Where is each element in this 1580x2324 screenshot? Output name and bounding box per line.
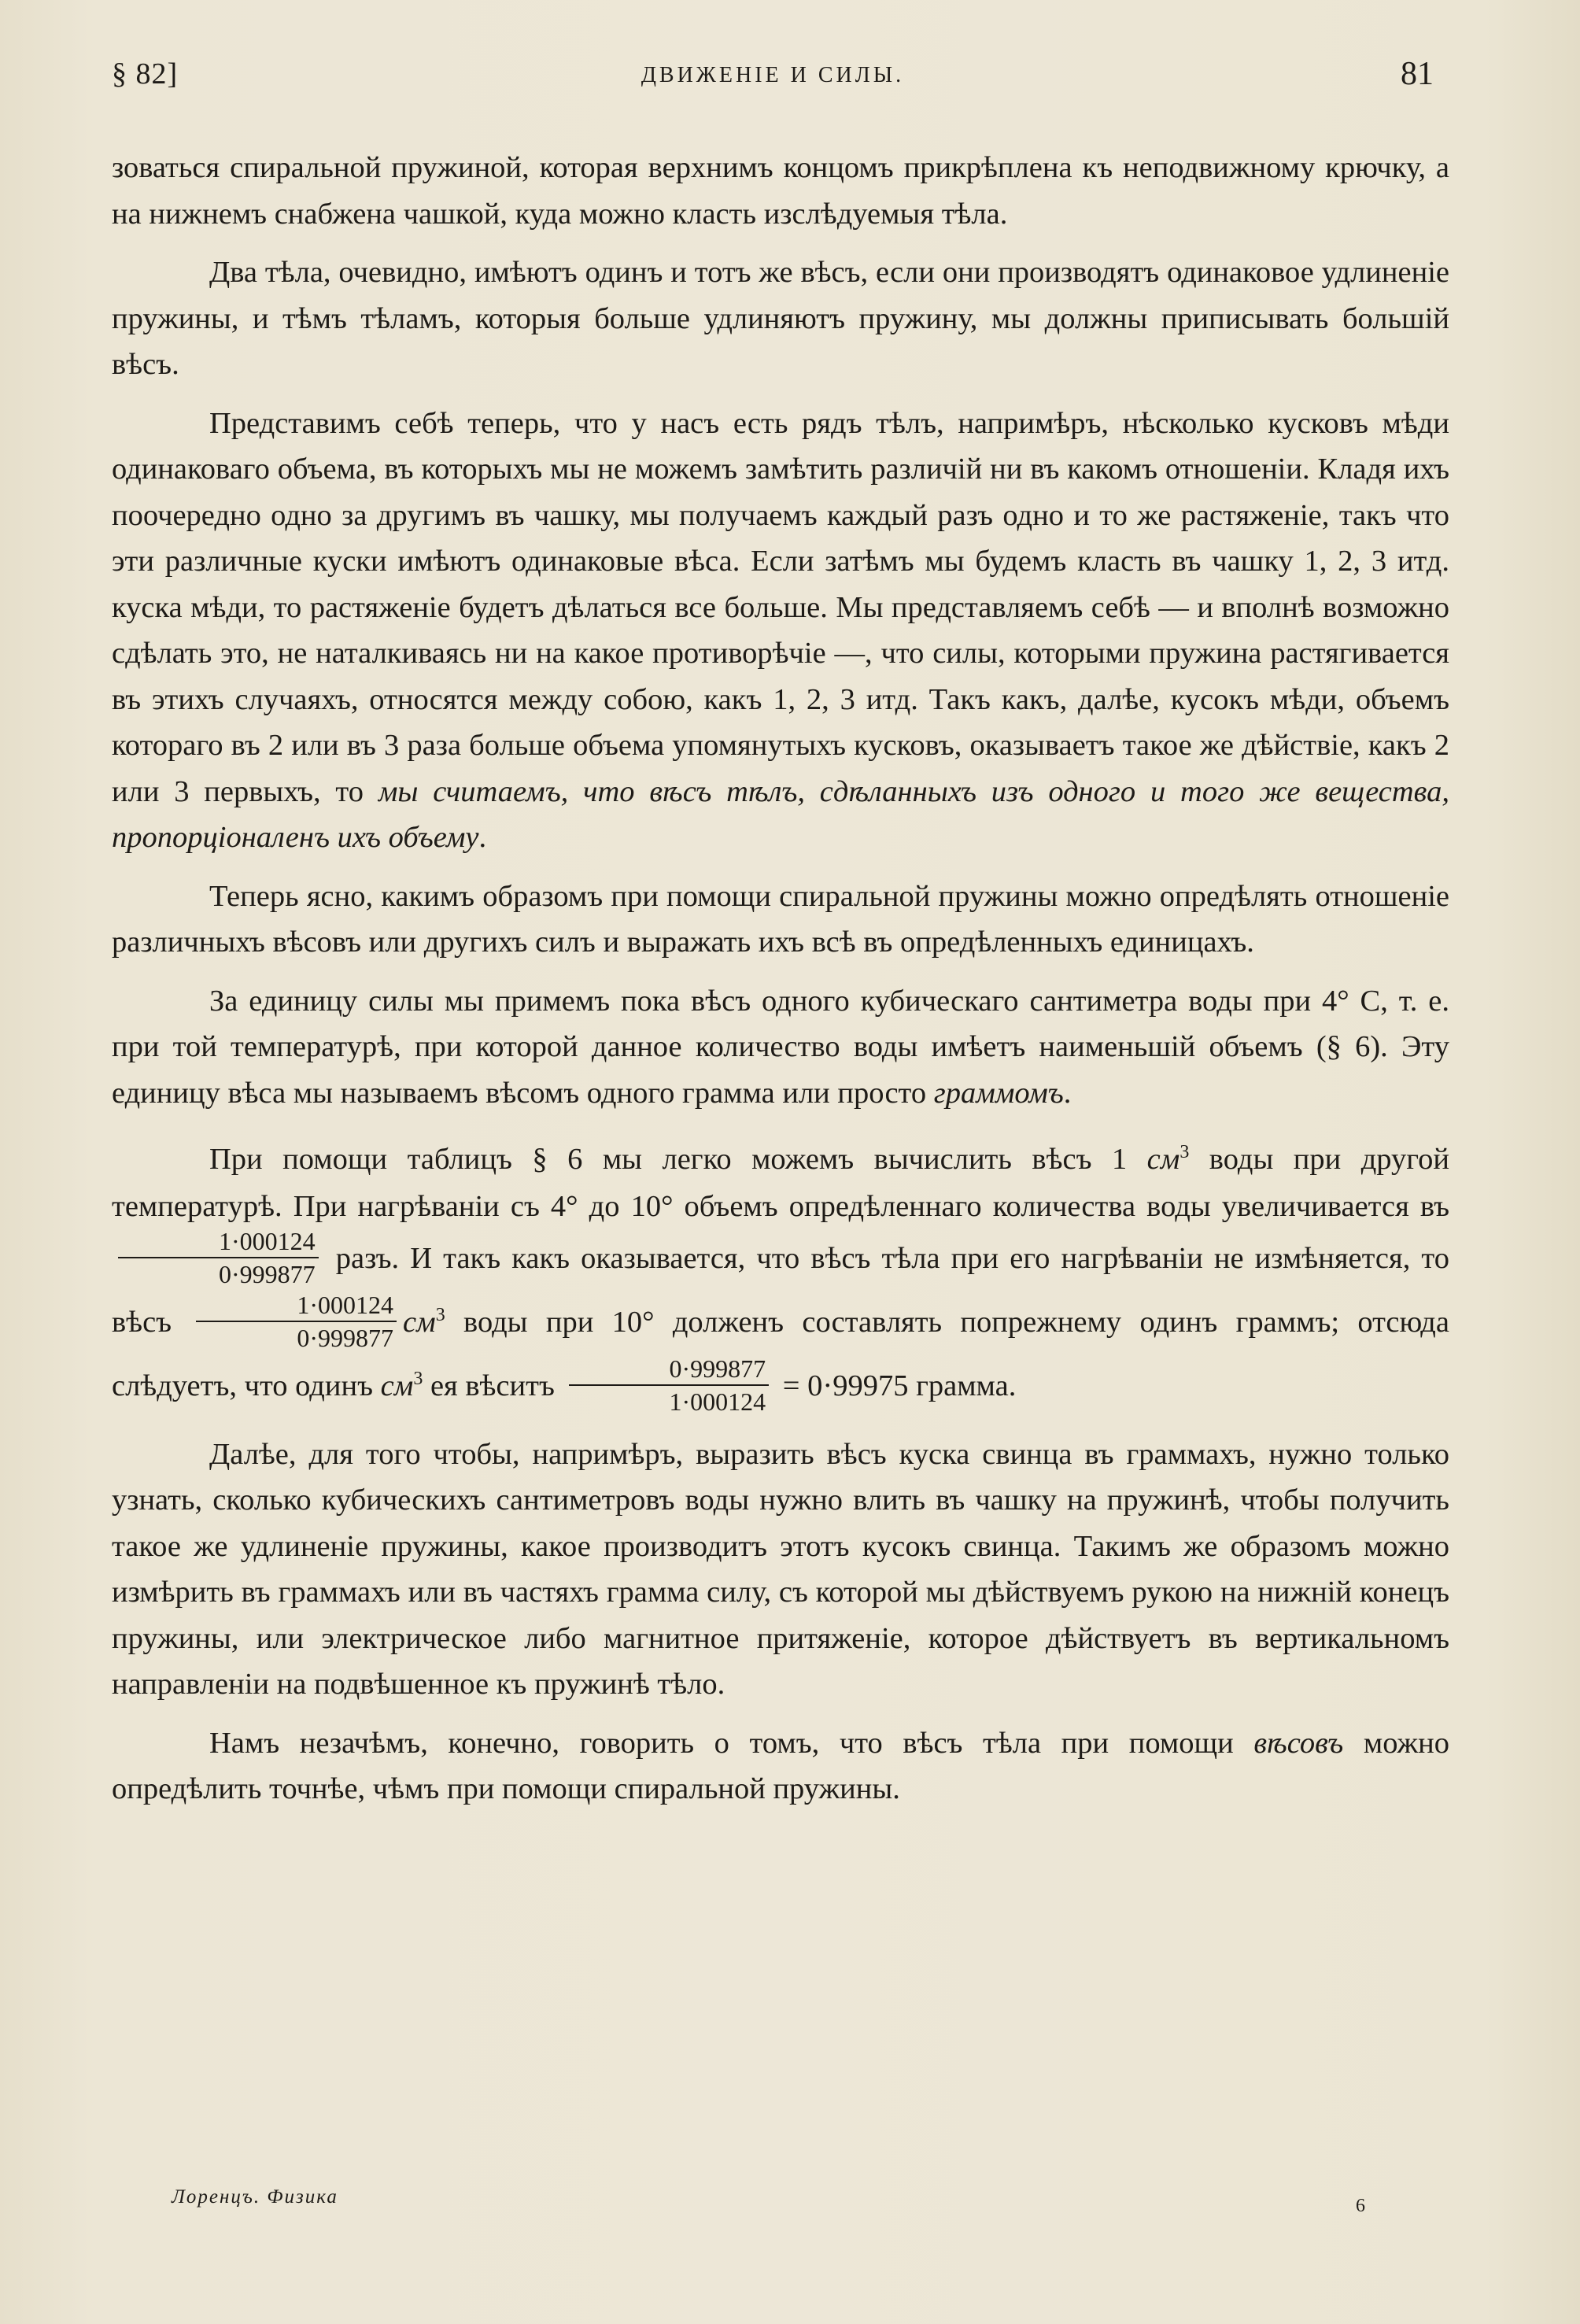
paragraph-1 <box>112 145 1449 237</box>
fraction-3-denominator: 1·000124 <box>669 1387 766 1416</box>
unit-cm-3: см <box>380 1369 414 1402</box>
paragraph-2 <box>112 249 1449 388</box>
superscript-3-b: 3 <box>435 1304 445 1325</box>
paragraph-8 <box>112 1720 1449 1812</box>
paragraph-6-text-e: ея вѣситъ <box>423 1369 563 1402</box>
fraction-1-numerator: 1·000124 <box>118 1227 319 1258</box>
unit-cm-2: см <box>403 1305 436 1339</box>
paragraph-6-text-d: воды при 10° долженъ составлять попрежнему одинъ граммъ; отсюда слѣдуетъ, что одинъ <box>112 1305 1449 1402</box>
paragraph-3-end: . <box>478 821 487 854</box>
paragraph-8-text-a: Намъ незачѣмъ, конечно, говорить о томъ, что вѣсъ тѣла при помощи <box>209 1726 1254 1760</box>
paragraph-3 <box>112 401 1449 861</box>
paragraph-5 <box>112 978 1449 1117</box>
page-body <box>112 145 1449 1825</box>
paragraph-6-text-c: разъ. И такъ какъ оказывается, что вѣсъ тѣла при его нагрѣваніи не измѣняется, то вѣсъ <box>112 1241 1449 1339</box>
fraction-2-numerator: 1·000124 <box>196 1291 397 1322</box>
paragraph-5-end: . <box>1063 1076 1072 1110</box>
paragraph-7 <box>112 1432 1449 1708</box>
paragraph-3-text: Представимъ себѣ теперь, что у насъ есть рядъ тѣлъ, напримѣръ, нѣсколько кусковъ мѣди одинаковаго объема, въ которыхъ мы не можемъ замѣтить различій ни въ какомъ отношеніи. Кладя ихъ поочередно одно за другимъ въ чашку, мы получаемъ каждый разъ одно и то же растяженіе, такъ что эти различные куски имѣютъ одинаковые вѣса. Если затѣмъ мы будемъ класть въ чашку 1, 2, 3 итд. куска мѣди, то растяженіе будетъ дѣлаться все больше. Мы представляемъ себѣ — и вполнѣ возможно сдѣлать это, не наталкиваясь ни на какое противорѣчіе —, что силы, которыми пружина растягивается въ этихъ случаяхъ, относятся между собою, какъ 1, 2, 3 итд. Такъ какъ, далѣе, кусокъ мѣди, объемъ котораго въ 2 или въ 3 раза больше объема упомянутыхъ кусковъ, оказываетъ такое же дѣйствіе, какъ 2 или 3 первыхъ, то <box>112 406 1449 808</box>
section-marker: § 82] <box>112 57 179 91</box>
paragraph-6-text-b: воды при другой температурѣ. При нагрѣваніи съ 4° до 10° объемъ опредѣленнаго количества воды увеличивается въ <box>112 1142 1449 1223</box>
running-title: ДВИЖЕНІЕ И СИЛЫ. <box>640 63 905 87</box>
paragraph-5-italic: граммомъ <box>933 1076 1064 1110</box>
running-header <box>112 57 1434 104</box>
paragraph-8-italic: вѣсовъ <box>1253 1726 1344 1760</box>
fraction-1-denominator: 0·999877 <box>219 1259 316 1288</box>
fraction-1 <box>118 1227 319 1288</box>
fraction-3-numerator: 0·999877 <box>569 1354 770 1386</box>
paragraph-5-text: За единицу силы мы примемъ пока вѣсъ одного кубическаго сантиметра воды при 4° С, т. е. при той температурѣ, при которой данное количество воды имѣетъ наименьшій объемъ (§ 6). Эту единицу вѣса мы называемъ вѣсомъ одного грамма или просто <box>112 984 1449 1110</box>
paragraph-3-italic: мы считаемъ, что вѣсъ тѣлъ, сдѣланныхъ изъ одного и того же вещества, пропорціоналенъ ихъ объему <box>112 774 1450 854</box>
signature-mark: Лоренцъ. Физика <box>172 2186 338 2208</box>
fraction-3 <box>569 1354 770 1416</box>
paragraph-1-text: зоваться спиральной пружиной, которая верхнимъ концомъ прикрѣплена къ неподвижному крючку, а на нижнемъ снабжена чашкой, куда можно класть изслѣдуемыя тѣла. <box>112 151 1449 231</box>
superscript-3: 3 <box>1179 1142 1190 1162</box>
paragraph-6 <box>112 1129 1449 1419</box>
paragraph-7-text: Далѣе, для того чтобы, напримѣръ, выразить вѣсъ куска свинца въ граммахъ, нужно только узнать, сколько кубическихъ сантиметровъ воды нужно влить въ чашку на пружинѣ, чтобы получить такое же удлиненіе пружины, какое производитъ этотъ кусокъ свинца. Такимъ же образомъ можно измѣрить въ граммахъ или въ частяхъ грамма силу, съ которой мы дѣйствуемъ рукою на нижній конецъ пружины, или электрическое либо магнитное притяженіе, которое дѣйствуетъ въ вертикальномъ направленіи на подвѣшенное къ пружинѣ тѣло. <box>112 1437 1449 1701</box>
unit-cm: см <box>1146 1142 1180 1176</box>
paragraph-6-text-a: При помощи таблицъ § 6 мы легко можемъ вычислить вѣсъ 1 <box>209 1142 1147 1176</box>
superscript-3-c: 3 <box>413 1368 423 1389</box>
fraction-2 <box>196 1291 397 1352</box>
paragraph-6-text-f: = 0·99975 грамма. <box>775 1369 1017 1402</box>
paragraph-2-text: Два тѣла, очевидно, имѣютъ одинъ и тотъ же вѣсъ, если они производятъ одинаковое удлиненіе пружины, и тѣмъ тѣламъ, которыя больше удлиняютъ пружину, мы должны приписывать большій вѣсъ. <box>112 256 1449 381</box>
paragraph-4-text: Теперь ясно, какимъ образомъ при помощи спиральной пружины можно опредѣлять отношеніе различныхъ вѣсовъ или другихъ силъ и выражать ихъ всѣ въ опредѣленныхъ единицахъ. <box>112 879 1449 959</box>
paragraph-8-text-b: можно опредѣлить точнѣе, чѣмъ при помощи спиральной пружины. <box>112 1726 1450 1806</box>
sheet-number: 6 <box>1356 2196 1365 2216</box>
page-number: 81 <box>1401 56 1434 92</box>
fraction-2-denominator: 0·999877 <box>297 1323 394 1352</box>
paragraph-4 <box>112 874 1449 966</box>
